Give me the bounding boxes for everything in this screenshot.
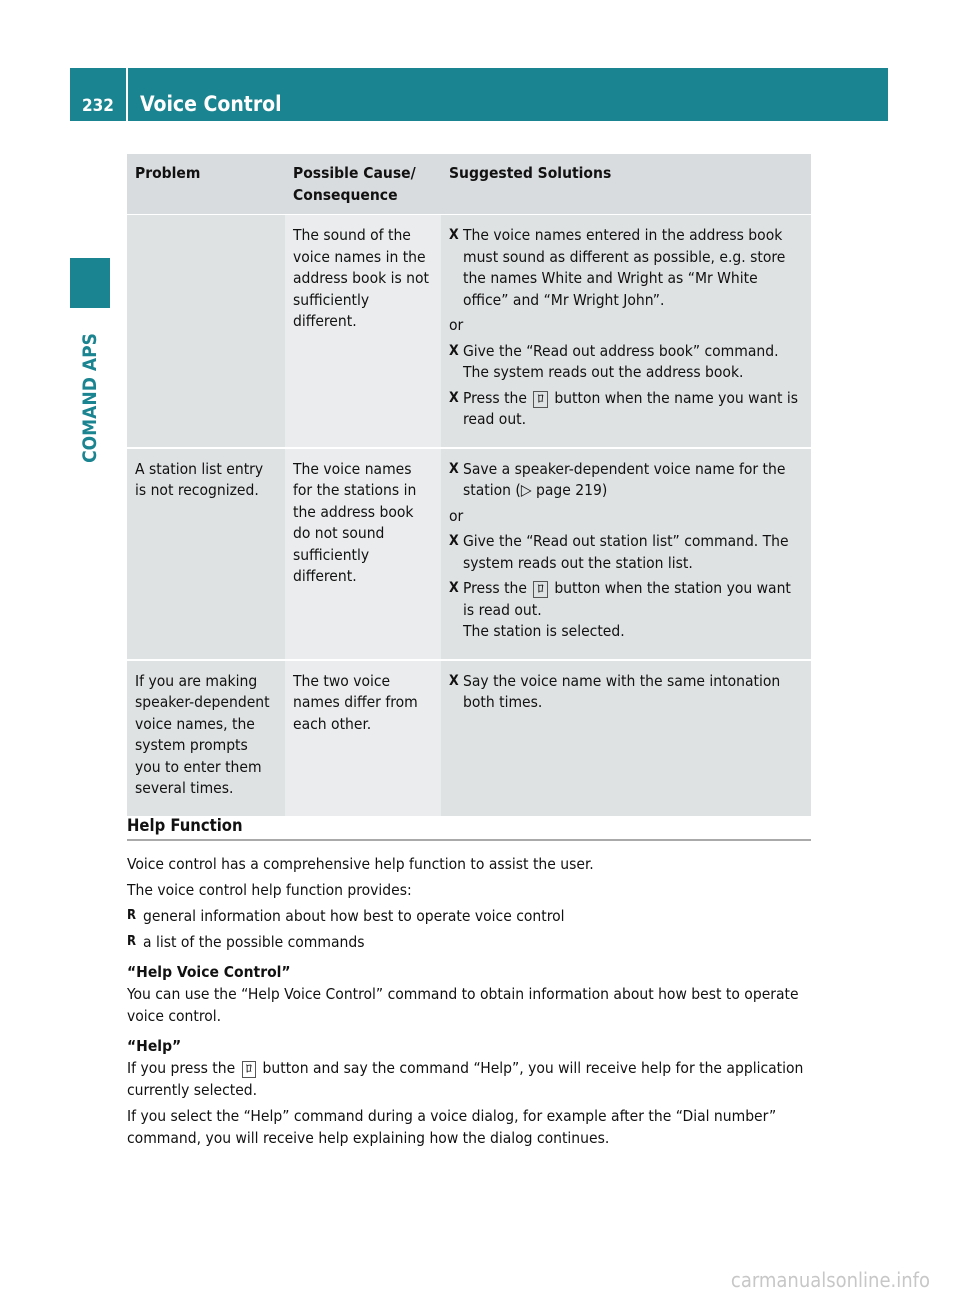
troubleshooting-table xyxy=(127,154,811,818)
section-title: Voice Control xyxy=(140,92,282,116)
table-row xyxy=(127,215,811,448)
column-header-solutions: Suggested Solutions xyxy=(441,154,811,215)
subheading-help-voice-control: “Help Voice Control” xyxy=(127,963,291,981)
step-arrow-icon: X xyxy=(449,533,459,549)
solution-step xyxy=(449,225,803,311)
header-divider xyxy=(126,68,128,121)
problem-cell xyxy=(127,215,285,448)
paragraph xyxy=(127,1057,811,1101)
step-text: Press the xyxy=(463,388,527,407)
bullet-icon: R xyxy=(127,934,137,949)
subheading-help: “Help” xyxy=(127,1037,182,1055)
step-text: button when the name you want is read out. xyxy=(463,388,799,428)
table-row xyxy=(127,660,811,817)
step-arrow-icon: X xyxy=(449,460,459,477)
talk-button-icon: ﾛ xyxy=(533,391,548,408)
solution-step xyxy=(449,388,803,431)
solution-step xyxy=(449,459,803,502)
solutions-cell xyxy=(441,215,811,448)
paragraph: You can use the “Help Voice Control” command to obtain information about how best to operate voice control. xyxy=(127,985,799,1025)
list-item xyxy=(127,905,811,927)
problem-cell: If you are making speaker-dependent voice names, the system prompts you to enter them several times. xyxy=(127,660,285,817)
watermark: carmanualsonline.info xyxy=(730,1268,930,1292)
solution-step xyxy=(449,531,803,574)
paragraph-text: If you press the xyxy=(127,1059,236,1077)
step-text: Say the voice name with the same intonation both times. xyxy=(463,671,781,711)
or-separator: or xyxy=(449,316,464,334)
help-intro: Voice control has a comprehensive help function to assist the user. xyxy=(127,855,594,873)
or-separator: or xyxy=(449,506,464,525)
column-header-problem: Problem xyxy=(127,154,285,215)
step-arrow-icon: X xyxy=(449,227,459,243)
paragraph-text: button and say the command “Help”, you will receive help for the application currently selected. xyxy=(127,1059,804,1099)
side-label-text: COMAND APS xyxy=(79,333,101,463)
table-row xyxy=(127,448,811,660)
problem-cell: A station list entry is not recognized. xyxy=(127,448,285,660)
step-arrow-icon: X xyxy=(449,580,459,596)
column-header-cause: Possible Cause/ Consequence xyxy=(285,154,441,215)
solution-step xyxy=(449,578,803,643)
cause-cell: The voice names for the stations in the address book do not sound sufficiently different. xyxy=(285,448,441,660)
talk-button-icon: ﾛ xyxy=(242,1061,257,1078)
talk-button-icon: ﾛ xyxy=(533,581,548,598)
solution-step xyxy=(449,671,803,714)
step-text: Press the xyxy=(463,579,527,597)
list-item xyxy=(127,931,811,953)
step-result: The station is selected. xyxy=(463,622,625,640)
step-arrow-icon: X xyxy=(449,342,459,359)
solutions-cell xyxy=(441,448,811,660)
list-item-text: general information about how best to operate voice control xyxy=(143,907,565,925)
bullet-icon: R xyxy=(127,908,137,923)
paragraph: If you select the “Help” command during a voice dialog, for example after the “Dial number” command, you will receive help explaining how the dialog continues. xyxy=(127,1107,777,1147)
help-intro: The voice control help function provides: xyxy=(127,881,412,899)
step-arrow-icon: X xyxy=(449,389,459,406)
help-section-title: Help Function xyxy=(127,816,811,841)
page-number: 232 xyxy=(82,96,114,116)
list-item-text: a list of the possible commands xyxy=(143,933,365,951)
solution-step xyxy=(449,341,803,384)
step-text: Give the “Read out address book” command. The system reads out the address book. xyxy=(463,341,779,381)
side-tab-marker xyxy=(70,258,110,308)
help-function-section xyxy=(127,816,811,1149)
step-text: Save a speaker-dependent voice name for the station (▷ page 219) xyxy=(463,459,786,499)
step-text: button when the station you want is read out. xyxy=(463,579,791,619)
step-arrow-icon: X xyxy=(449,672,459,689)
step-text: The voice names entered in the address book must sound as different as possible, e.g. store the names White and Wright as “Mr White office” and “Mr Wright John”. xyxy=(463,226,786,309)
solutions-cell xyxy=(441,660,811,817)
cause-cell: The sound of the voice names in the address book is not sufficiently different. xyxy=(285,215,441,448)
cause-cell: The two voice names differ from each other. xyxy=(285,660,441,817)
step-text: Give the “Read out station list” command. The system reads out the station list. xyxy=(463,532,789,572)
side-label xyxy=(70,318,110,478)
table-header-row xyxy=(127,154,811,215)
